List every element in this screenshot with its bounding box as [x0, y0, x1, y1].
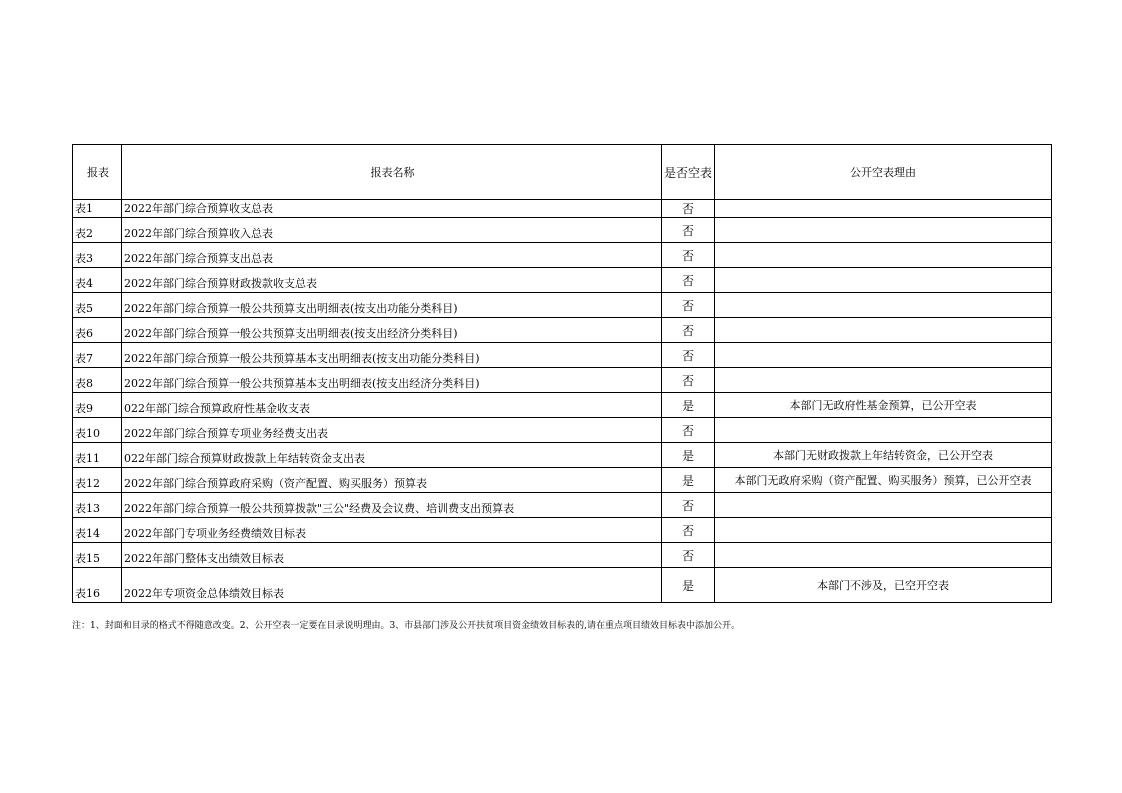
- header-is-empty: 是否空表: [662, 145, 715, 200]
- report-name: 2022年部门专项业务经费绩效目标表: [122, 518, 662, 543]
- report-name: 2022年部门整体支出绩效目标表: [122, 543, 662, 568]
- report-name: 2022年部门综合预算一般公共预算支出明细表(按支出经济分类科目): [122, 318, 662, 343]
- empty-reason: [715, 418, 1052, 443]
- table-row: [73, 468, 1052, 493]
- is-empty-flag: 否: [662, 200, 715, 218]
- empty-reason: 本部门不涉及，已空开空表: [715, 568, 1052, 603]
- table-row: [73, 200, 1052, 218]
- header-report-name: 报表名称: [122, 145, 662, 200]
- report-id: 表7: [73, 343, 122, 368]
- report-id: 表6: [73, 318, 122, 343]
- table-row: [73, 568, 1052, 603]
- report-id: 表9: [73, 393, 122, 418]
- table-row: [73, 343, 1052, 368]
- report-id: 表4: [73, 268, 122, 293]
- report-name: 2022年部门综合预算收入总表: [122, 218, 662, 243]
- table-row: [73, 543, 1052, 568]
- empty-reason: [715, 543, 1052, 568]
- empty-reason: [715, 368, 1052, 393]
- report-name: 2022年部门综合预算专项业务经费支出表: [122, 418, 662, 443]
- table-row: [73, 243, 1052, 268]
- empty-reason: [715, 200, 1052, 218]
- report-name: 022年部门综合预算政府性基金收支表: [122, 393, 662, 418]
- report-catalog-table: [72, 144, 1052, 603]
- is-empty-flag: 否: [662, 318, 715, 343]
- is-empty-flag: 否: [662, 243, 715, 268]
- table-row: [73, 368, 1052, 393]
- table-row: [73, 293, 1052, 318]
- report-name: 2022年部门综合预算一般公共预算支出明细表(按支出功能分类科目): [122, 293, 662, 318]
- report-id: 表14: [73, 518, 122, 543]
- report-id: 表11: [73, 443, 122, 468]
- table-row: [73, 443, 1052, 468]
- report-name: 2022年部门综合预算财政拨款收支总表: [122, 268, 662, 293]
- empty-reason: [715, 318, 1052, 343]
- is-empty-flag: 是: [662, 393, 715, 418]
- report-id: 表3: [73, 243, 122, 268]
- table-row: [73, 418, 1052, 443]
- report-name: 2022年部门综合预算一般公共预算拨款"三公"经费及会议费、培训费支出预算表: [122, 493, 662, 518]
- empty-reason: [715, 268, 1052, 293]
- empty-reason: 本部门无政府性基金预算，已公开空表: [715, 393, 1052, 418]
- table-row: [73, 318, 1052, 343]
- empty-reason: [715, 493, 1052, 518]
- report-name: 2022年部门综合预算一般公共预算基本支出明细表(按支出经济分类科目): [122, 368, 662, 393]
- is-empty-flag: 是: [662, 443, 715, 468]
- is-empty-flag: 是: [662, 468, 715, 493]
- report-name: 2022年部门综合预算收支总表: [122, 200, 662, 218]
- empty-reason: [715, 293, 1052, 318]
- is-empty-flag: 否: [662, 293, 715, 318]
- is-empty-flag: 否: [662, 418, 715, 443]
- report-id: 表10: [73, 418, 122, 443]
- table-row: [73, 268, 1052, 293]
- empty-reason: [715, 218, 1052, 243]
- report-id: 表5: [73, 293, 122, 318]
- report-id: 表16: [73, 568, 122, 603]
- empty-reason: [715, 243, 1052, 268]
- empty-reason: 本部门无政府采购（资产配置、购买服务）预算，已公开空表: [715, 468, 1052, 493]
- is-empty-flag: 否: [662, 518, 715, 543]
- report-name: 022年部门综合预算财政拨款上年结转资金支出表: [122, 443, 662, 468]
- is-empty-flag: 是: [662, 568, 715, 603]
- empty-reason: [715, 518, 1052, 543]
- report-id: 表15: [73, 543, 122, 568]
- report-name: 2022年专项资金总体绩效目标表: [122, 568, 662, 603]
- report-name: 2022年部门综合预算一般公共预算基本支出明细表(按支出功能分类科目): [122, 343, 662, 368]
- report-id: 表13: [73, 493, 122, 518]
- table-header-row: [73, 145, 1052, 200]
- report-name: 2022年部门综合预算政府采购（资产配置、购买服务）预算表: [122, 468, 662, 493]
- is-empty-flag: 否: [662, 218, 715, 243]
- report-name: 2022年部门综合预算支出总表: [122, 243, 662, 268]
- report-id: 表12: [73, 468, 122, 493]
- report-id: 表1: [73, 200, 122, 218]
- report-id: 表8: [73, 368, 122, 393]
- header-report: 报表: [73, 145, 122, 200]
- is-empty-flag: 否: [662, 368, 715, 393]
- footnote: 注：1、封面和目录的格式不得随意改变。2、公开空表一定要在目录说明理由。3、市县部门涉及公开扶贫项目资金绩效目标表的,请在重点项目绩效目标表中添加公开。: [72, 621, 741, 631]
- header-reason: 公开空表理由: [715, 145, 1052, 200]
- empty-reason: 本部门无财政拨款上年结转资金，已公开空表: [715, 443, 1052, 468]
- is-empty-flag: 否: [662, 543, 715, 568]
- table-row: [73, 493, 1052, 518]
- table-row: [73, 218, 1052, 243]
- report-id: 表2: [73, 218, 122, 243]
- is-empty-flag: 否: [662, 493, 715, 518]
- is-empty-flag: 否: [662, 343, 715, 368]
- is-empty-flag: 否: [662, 268, 715, 293]
- table-row: [73, 518, 1052, 543]
- table-row: [73, 393, 1052, 418]
- empty-reason: [715, 343, 1052, 368]
